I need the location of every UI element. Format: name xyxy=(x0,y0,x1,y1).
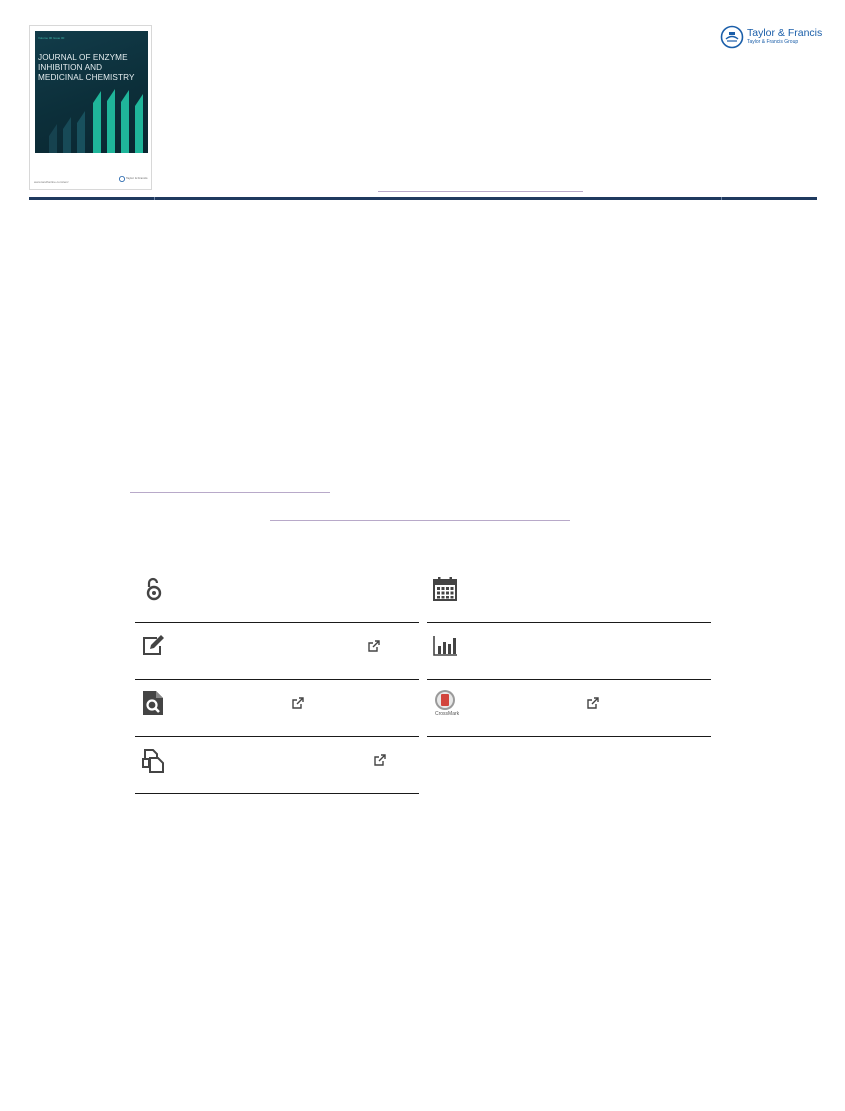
submit-article-cell[interactable] xyxy=(135,623,419,680)
cover-stripes xyxy=(35,31,148,153)
calendar-icon xyxy=(433,576,457,602)
related-articles-cell[interactable] xyxy=(135,680,419,737)
crossmark-cell[interactable] xyxy=(427,680,711,737)
publisher-emblem-icon xyxy=(720,25,744,49)
crossmark-text: CrossMark xyxy=(435,711,460,717)
open-access-icon xyxy=(141,576,165,602)
external-link-icon xyxy=(374,754,386,766)
external-link-icon xyxy=(368,640,380,652)
citation-link-underline[interactable] xyxy=(130,492,330,493)
cover-footer-url: www.tandfonline.com/ienz xyxy=(34,180,69,184)
cover-volume: Volume 00 Issue 00 xyxy=(38,36,65,40)
view-related-icon xyxy=(141,690,165,716)
cover-publisher-logo-icon xyxy=(119,176,125,182)
journal-cover xyxy=(29,25,152,190)
external-link-icon xyxy=(292,697,304,709)
submit-article-icon xyxy=(141,633,165,659)
article-views-cell xyxy=(427,623,711,680)
cover-artwork xyxy=(35,31,148,153)
article-views-icon xyxy=(433,633,457,659)
cover-journal-title: JOURNAL OF ENZYME INHIBITION AND MEDICINAL CHEMISTRY xyxy=(38,53,135,83)
publisher-logo[interactable] xyxy=(720,25,823,49)
publisher-name: Taylor & Francis xyxy=(747,27,823,39)
header-link-underline[interactable] xyxy=(378,191,583,192)
citing-articles-cell[interactable] xyxy=(135,737,419,794)
doi-link-underline[interactable] xyxy=(270,520,570,521)
citing-articles-icon xyxy=(141,747,165,773)
published-date-cell xyxy=(427,566,711,623)
open-access-cell[interactable] xyxy=(135,566,419,623)
publisher-group: Taylor & Francis Group xyxy=(747,39,799,45)
header-divider xyxy=(29,197,817,200)
cover-publisher-name: Taylor & Francis xyxy=(126,176,148,180)
external-link-icon xyxy=(587,697,599,709)
